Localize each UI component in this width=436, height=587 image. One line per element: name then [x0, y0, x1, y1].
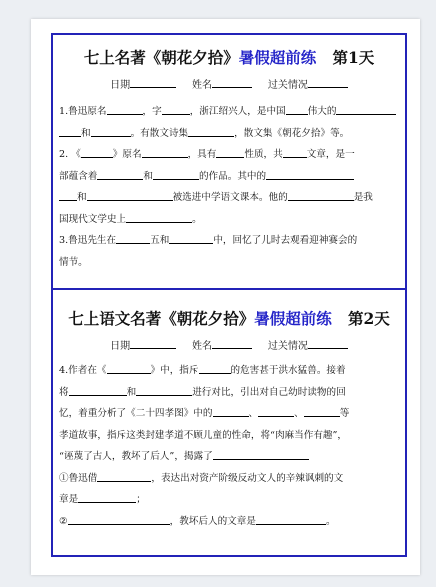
day2-section [53, 290, 405, 532]
day1-title [53, 47, 405, 69]
answer-blank[interactable] [87, 188, 173, 201]
answer-blank[interactable] [288, 188, 354, 201]
text: ，散文集《朝花夕拾》等。 [234, 127, 350, 139]
text: ，表达出对资产阶级反动文人的辛辣讽刺的文 [151, 472, 344, 484]
answer-blank[interactable] [91, 124, 131, 137]
text: 情节。 [59, 256, 88, 268]
text: 文章，是一 [306, 149, 355, 160]
name-field[interactable] [212, 77, 252, 88]
question-2-line-4 [59, 209, 399, 231]
text: 。 [325, 515, 336, 527]
text: 中，回忆了儿时去观看迎神赛会的 [213, 235, 358, 246]
text: 4.作者在《 [59, 365, 107, 376]
worksheet-frame [51, 33, 407, 557]
day2-questions [59, 360, 399, 532]
date-label: 日期 [110, 341, 131, 352]
day1-title-highlight: 暑假超前练 [238, 48, 317, 67]
text: 2. 《 [59, 149, 81, 160]
text: 和 [77, 192, 87, 203]
text: 章是 [59, 494, 79, 505]
question-3-line-2 [59, 252, 399, 274]
text: 》中，指斥 [150, 365, 199, 376]
text: 。 [192, 213, 202, 225]
text: 、 [248, 408, 259, 419]
text: ； [136, 494, 146, 505]
day1-questions [59, 101, 399, 273]
question-4-line-3 [59, 403, 399, 425]
question-4-line-8 [59, 511, 399, 533]
text: 、 [294, 408, 304, 419]
answer-blank[interactable] [68, 512, 170, 525]
answer-blank[interactable] [69, 383, 127, 396]
text: 是我 [353, 192, 373, 203]
text: ，字 [142, 106, 162, 117]
question-2-line-1 [59, 144, 399, 166]
answer-blank[interactable] [286, 102, 308, 115]
answer-blank[interactable] [126, 210, 192, 223]
worksheet-page [31, 19, 420, 575]
answer-blank[interactable] [199, 361, 231, 374]
day1-info-row [53, 77, 405, 91]
text: 3.鲁迅先生在 [59, 235, 117, 246]
answer-blank[interactable] [59, 124, 81, 137]
question-2-line-2 [59, 166, 399, 188]
answer-blank[interactable] [216, 145, 244, 158]
day2-info-row [53, 338, 405, 352]
question-4-line-7 [59, 489, 399, 511]
date-field[interactable] [130, 77, 176, 88]
text: 1.鲁迅原名 [59, 106, 107, 117]
name-label: 姓名 [192, 80, 212, 91]
text: 》原名 [112, 149, 142, 160]
text: 忆，着重分析了《二十四孝图》中的 [59, 408, 213, 419]
answer-blank[interactable] [283, 145, 307, 158]
answer-blank[interactable] [213, 404, 249, 417]
text: 。有散文诗集 [130, 127, 189, 139]
status-label: 过关情况 [267, 80, 308, 91]
day1-title-day: 第1天 [332, 48, 375, 67]
text: 被选进中学语文课本。他的 [172, 192, 288, 203]
question-3-line-1 [59, 230, 399, 252]
text: 国现代文学史上 [59, 213, 127, 225]
text: 孝道故事，指斥这类封建孝道不顾儿童的性命，将“肉麻当作有趣”， [59, 429, 348, 441]
date-field[interactable] [130, 338, 176, 349]
text: 伟大的 [307, 106, 337, 117]
answer-blank[interactable] [142, 145, 188, 158]
question-4-line-5 [59, 446, 399, 468]
answer-blank[interactable] [153, 167, 199, 180]
status-field[interactable] [308, 77, 348, 88]
question-4-line-2 [59, 382, 399, 404]
question-1-line-2 [59, 123, 399, 145]
answer-blank[interactable] [136, 383, 192, 396]
answer-blank[interactable] [304, 404, 340, 417]
text: 进行对比，引出对自己幼时读物的回 [192, 386, 346, 398]
question-4-line-4 [59, 425, 399, 447]
day2-title [53, 308, 405, 330]
question-4-line-6 [59, 468, 399, 490]
status-label: 过关情况 [267, 341, 308, 352]
text: 部蕴含着 [59, 170, 98, 182]
text: 等 [339, 408, 350, 419]
text: ，浙江绍兴人，是中国 [189, 106, 286, 117]
answer-blank[interactable] [97, 167, 143, 180]
day2-title-book: 七上语文名著《朝花夕拾》 [68, 309, 255, 328]
text: 和 [126, 386, 137, 398]
text: ② [59, 515, 68, 527]
answer-blank[interactable] [162, 102, 190, 115]
text: 和 [143, 170, 153, 182]
status-field[interactable] [308, 338, 348, 349]
answer-blank[interactable] [256, 512, 326, 525]
question-1-line-1 [59, 101, 399, 123]
answer-blank[interactable] [169, 231, 213, 244]
answer-blank[interactable] [78, 490, 136, 503]
text: 性质，共 [244, 149, 283, 160]
question-4-line-1 [59, 360, 399, 382]
name-label: 姓名 [192, 341, 212, 352]
text: 的危害甚于洪水猛兽。接着 [230, 365, 346, 376]
text: 和 [81, 127, 91, 139]
question-2-line-3 [59, 187, 399, 209]
text: ①鲁迅借 [59, 472, 98, 484]
name-field[interactable] [212, 338, 252, 349]
day1-section [53, 35, 405, 273]
answer-blank[interactable] [213, 447, 309, 460]
answer-blank[interactable] [258, 404, 294, 417]
answer-blank[interactable] [97, 469, 151, 482]
answer-blank[interactable] [116, 231, 150, 244]
text: 的作品。其中的 [198, 170, 267, 182]
answer-blank[interactable] [81, 145, 113, 158]
answer-blank[interactable] [336, 102, 396, 115]
date-label: 日期 [110, 80, 131, 91]
text: 将 [59, 386, 69, 398]
answer-blank[interactable] [266, 167, 354, 180]
answer-blank[interactable] [188, 124, 234, 137]
answer-blank[interactable] [59, 188, 77, 201]
answer-blank[interactable] [107, 102, 143, 115]
day2-title-highlight: 暑假超前练 [254, 309, 332, 328]
answer-blank[interactable] [107, 361, 151, 374]
text: 五和 [150, 235, 170, 246]
text: “诬蔑了古人，教坏了后人”，揭露了 [59, 451, 213, 462]
text: ，教坏后人的文章是 [169, 515, 256, 527]
text: ，具有 [187, 149, 217, 160]
day1-title-book: 七上名著《朝花夕拾》 [83, 48, 239, 67]
day2-title-day: 第2天 [347, 309, 390, 328]
